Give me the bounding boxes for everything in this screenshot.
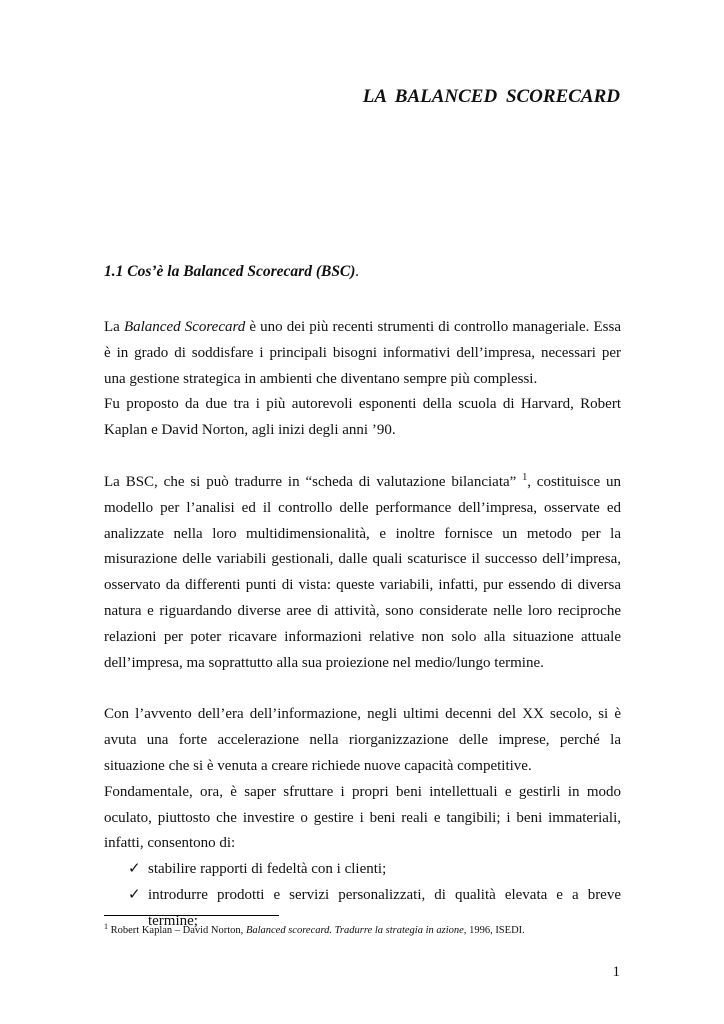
paragraph-spacer	[104, 444, 621, 470]
paragraph-definition-rest: , costituisce un modello per l’analisi ed il controllo delle performance dell’impresa, osservate ed analizzate nella loro multidimensionalità, e inoltre fornisce un metodo per la misurazione delle variabili gestionali, dalle quali scaturisce il successo dell’impresa, osservato da differenti punti di vista: queste variabili, infatti, pur essendo di diversa natura e riguardando diverse aree di attività, sono considerate nelle loro reciproche relazioni per poter ricavare informazioni relative non solo alla situazione attuale dell’impresa, ma soprattutto alla sua proiezione nel medio/lungo termine.	[104, 473, 621, 671]
list-item-text: stabilire rapporti di fedeltà con i clienti;	[148, 861, 387, 878]
footnote	[104, 922, 525, 936]
section-title-dot: .	[355, 263, 360, 280]
section-number: 1.1	[104, 263, 124, 280]
footnote-work-title: Balanced scorecard. Tradurre la strategia in azione,	[245, 925, 467, 936]
paragraph-intro-emphasis: Balanced Scorecard	[123, 319, 246, 335]
body-text	[104, 315, 621, 935]
paragraph-intro	[104, 315, 621, 392]
footnote-details: 1996, ISEDI.	[466, 925, 525, 936]
checkmark-icon: ✓	[128, 861, 141, 878]
paragraph-definition	[104, 470, 621, 676]
section-heading	[104, 263, 359, 281]
page-number: 1	[612, 964, 620, 980]
list-item	[128, 857, 621, 883]
paragraph-origin: Fu proposto da due tra i più autorevoli esponenti della scuola di Harvard, Robert Kaplan e David Norton, agli inizi degli anni ’90.	[104, 396, 621, 439]
footnote-authors: Robert Kaplan – David Norton,	[108, 925, 246, 936]
footnote-reference[interactable]: 1	[522, 471, 528, 483]
paragraph-intro-lead: La	[104, 319, 124, 335]
paragraph-information-era: Con l’avvento dell’era dell’informazione, negli ultimi decenni del XX secolo, si è avuta una forte accelerazione nella riorganizzazione delle imprese, perché la situazione che si è venuta a creare richiede nuove capacità competitive.	[104, 706, 621, 774]
checkmark-icon: ✓	[128, 886, 141, 903]
footnote-separator	[104, 915, 279, 916]
paragraph-definition-lead: La BSC, che si può tradurre in “scheda di valutazione bilanciata”	[104, 473, 523, 490]
paragraph-intangible-assets: Fondamentale, ora, è saper sfruttare i propri beni intellettuali e gestirli in modo oculato, piuttosto che investire o gestire i beni reali e tangibili; i beni immateriali, infatti, consentono di:	[104, 783, 621, 852]
chapter-title: LA BALANCED SCORECARD	[362, 86, 620, 107]
section-title: Cos’è la Balanced Scorecard (BSC)	[127, 263, 356, 280]
paragraph-intro-rest: è uno dei più recenti strumenti di controllo manageriale. Essa è in grado di soddisfare i principali bisogni informativi dell’impresa, necessari per una gestione strategica in ambienti che diventano sempre più complessi.	[104, 319, 621, 387]
paragraph-spacer	[104, 676, 621, 702]
footnote-number: 1	[104, 922, 108, 931]
list-item-text: introdurre prodotti e servizi personalizzati, di qualità elevata e a breve termine;	[147, 886, 621, 929]
